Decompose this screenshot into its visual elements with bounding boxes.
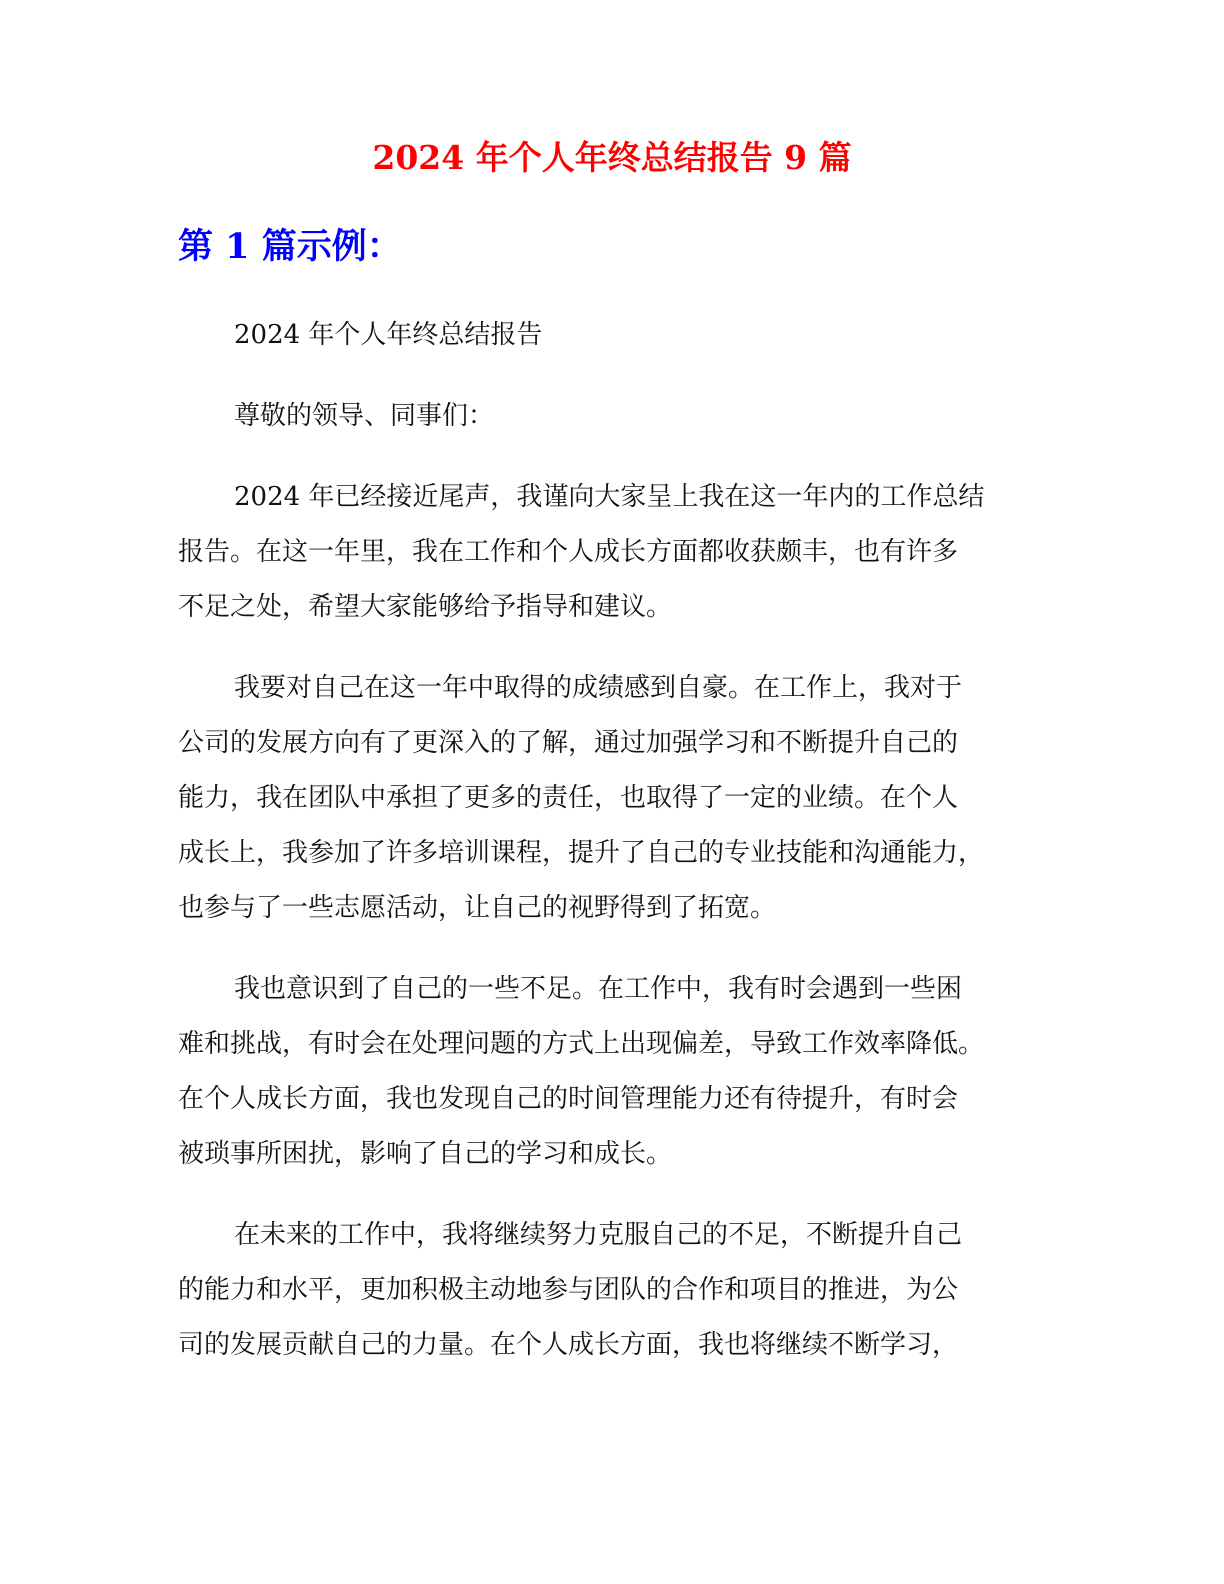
paragraph-line: 不足之处，希望大家能够给予指导和建议。 [178, 592, 673, 622]
section-heading: 第 1 篇示例： [178, 226, 402, 267]
paragraph-line: 也参与了一些志愿活动，让自己的视野得到了拓宽。 [178, 893, 777, 923]
paragraph-line: 尊敬的领导、同事们： [234, 401, 495, 431]
paragraph-line: 2024 年已经接近尾声，我谨向大家呈上我在这一年内的工作总结 [234, 482, 985, 512]
paragraph-line: 2024 年个人年终总结报告 [234, 320, 543, 350]
paragraph-line: 司的发展贡献自己的力量。在个人成长方面，我也将继续不断学习， [178, 1330, 959, 1360]
paragraph-line: 在未来的工作中，我将继续努力克服自己的不足，不断提升自己 [234, 1220, 963, 1250]
document-body [178, 308, 1058, 1373]
paragraph-line: 报告。在这一年里，我在工作和个人成长方面都收获颇丰，也有许多 [178, 537, 959, 567]
paragraph-report-title [178, 308, 1058, 363]
paragraph-achievements [178, 661, 1058, 936]
paragraph-line: 成长上，我参加了许多培训课程，提升了自己的专业技能和沟通能力， [178, 838, 985, 868]
document-title: 2024 年个人年终总结报告 9 篇 [372, 138, 852, 177]
paragraph-salutation [178, 389, 1058, 444]
paragraph-line: 的能力和水平，更加积极主动地参与团队的合作和项目的推进，为公 [178, 1275, 959, 1305]
paragraph-line: 被琐事所困扰，影响了自己的学习和成长。 [178, 1139, 673, 1169]
paragraph-line: 我也意识到了自己的一些不足。在工作中，我有时会遇到一些困 [234, 974, 963, 1004]
paragraph-line: 公司的发展方向有了更深入的了解，通过加强学习和不断提升自己的 [178, 728, 959, 758]
paragraph-shortcomings [178, 962, 1058, 1182]
paragraph-line: 我要对自己在这一年中取得的成绩感到自豪。在工作上，我对于 [234, 673, 963, 703]
paragraph-intro [178, 470, 1058, 635]
paragraph-line: 能力，我在团队中承担了更多的责任，也取得了一定的业绩。在个人 [178, 783, 959, 813]
paragraph-line: 在个人成长方面，我也发现自己的时间管理能力还有待提升，有时会 [178, 1084, 959, 1114]
paragraph-line: 难和挑战，有时会在处理问题的方式上出现偏差，导致工作效率降低。 [178, 1029, 985, 1059]
paragraph-future-plans [178, 1208, 1058, 1373]
